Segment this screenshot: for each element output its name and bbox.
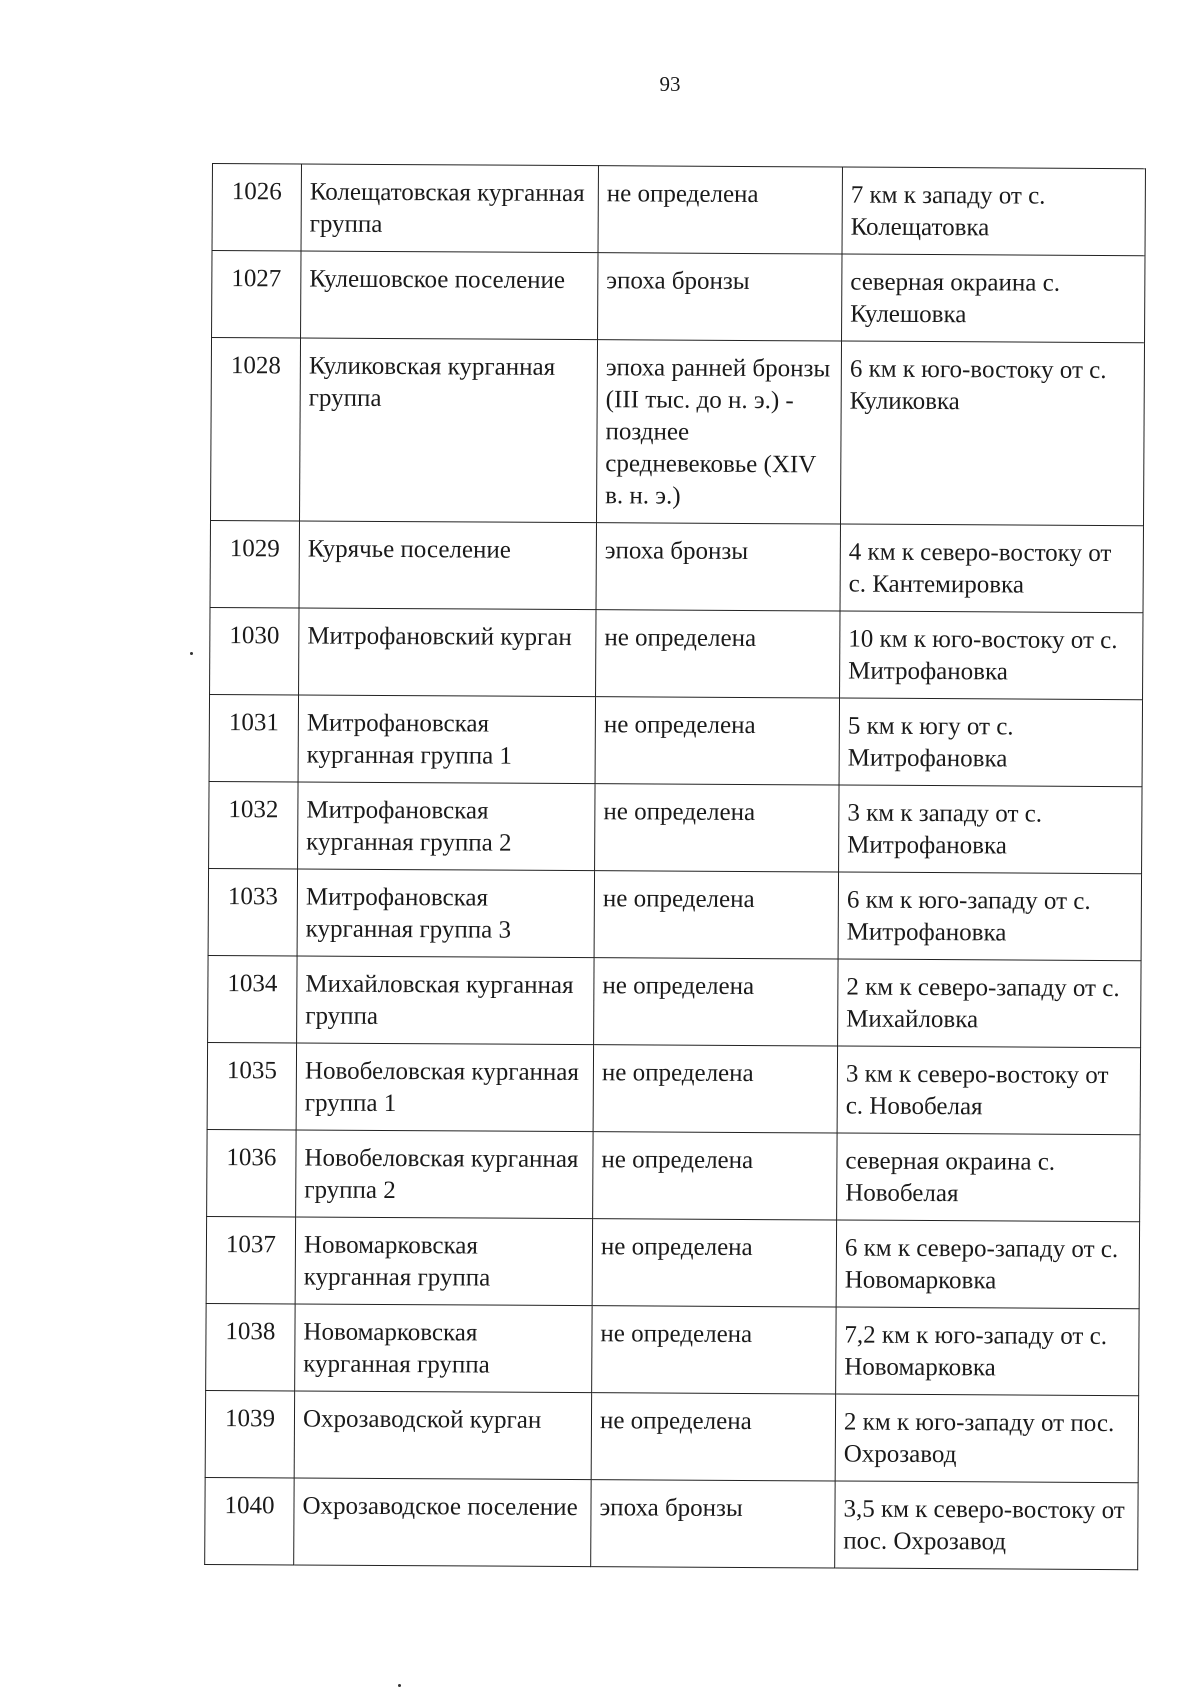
site-epoch: не определена bbox=[598, 166, 842, 254]
table-row bbox=[210, 607, 1143, 699]
table-row bbox=[206, 1216, 1139, 1308]
scan-speck bbox=[190, 652, 193, 655]
site-name: Колещатовская курганная группа bbox=[301, 164, 598, 253]
site-location: 3,5 км к северо-востоку от пос. Охрозавод bbox=[835, 1481, 1138, 1570]
site-epoch: не определена bbox=[594, 958, 838, 1046]
site-epoch: не определена bbox=[592, 1306, 836, 1394]
site-number: 1032 bbox=[209, 781, 298, 868]
table-row bbox=[209, 781, 1142, 873]
site-location: северная окраина с. Кулешовка bbox=[842, 254, 1145, 343]
site-name: Михайловская курганная группа bbox=[297, 956, 594, 1045]
site-number: 1033 bbox=[208, 868, 297, 955]
table-row bbox=[210, 520, 1143, 612]
site-number: 1038 bbox=[206, 1303, 295, 1390]
site-epoch: эпоха ранней бронзы (III тыс. до н. э.) - позднее средневековье (XIV в. н. э.) bbox=[596, 340, 841, 524]
site-location: 6 км к юго-востоку от с. Куликовка bbox=[840, 341, 1144, 526]
site-location: 3 км к западу от с. Митрофановка bbox=[839, 785, 1142, 874]
site-name: Охрозаводской курган bbox=[294, 1391, 591, 1480]
site-location: 3 км к северо-востоку от с. Новобелая bbox=[837, 1046, 1140, 1135]
site-name: Митрофановская курганная группа 3 bbox=[297, 869, 594, 958]
table-row bbox=[206, 1303, 1139, 1395]
site-location: 6 км к юго-западу от с. Митрофановка bbox=[838, 872, 1141, 961]
site-epoch: не определена bbox=[591, 1393, 835, 1481]
site-location: 2 км к северо-западу от с. Михайловка bbox=[838, 959, 1141, 1048]
site-name: Куликовская курганная группа bbox=[300, 338, 598, 523]
table-row bbox=[212, 251, 1145, 343]
site-epoch: не определена bbox=[594, 871, 838, 959]
scan-speck bbox=[398, 1684, 401, 1687]
site-number: 1029 bbox=[210, 520, 299, 607]
site-epoch: не определена bbox=[595, 697, 839, 785]
site-name: Новомарковская курганная группа bbox=[295, 1304, 592, 1393]
site-number: 1040 bbox=[205, 1477, 294, 1564]
site-number: 1039 bbox=[205, 1390, 294, 1477]
site-epoch: не определена bbox=[595, 784, 839, 872]
table-row bbox=[212, 164, 1145, 256]
site-number: 1034 bbox=[208, 955, 297, 1042]
site-name: Митрофановская курганная группа 1 bbox=[298, 695, 595, 784]
site-name: Митрофановская курганная группа 2 bbox=[298, 782, 595, 871]
page-number: 93 bbox=[659, 72, 681, 96]
site-number: 1031 bbox=[209, 694, 298, 781]
site-epoch: не определена bbox=[596, 610, 840, 698]
site-location: 10 км к юго-востоку от с. Митрофановка bbox=[840, 611, 1143, 700]
table-row bbox=[209, 694, 1142, 786]
site-location: северная окраина с. Новобелая bbox=[837, 1133, 1140, 1222]
table-row bbox=[211, 338, 1145, 526]
table-row bbox=[208, 868, 1141, 960]
site-location: 6 км к северо-западу от с. Новомарковка bbox=[836, 1220, 1139, 1309]
site-name: Охрозаводское поселение bbox=[294, 1478, 591, 1567]
heritage-sites-table bbox=[204, 163, 1146, 1570]
site-epoch: эпоха бронзы bbox=[596, 523, 840, 611]
site-epoch: эпоха бронзы bbox=[598, 253, 842, 341]
site-name: Новобеловская курганная группа 2 bbox=[296, 1130, 593, 1219]
site-number: 1036 bbox=[207, 1129, 296, 1216]
table-row bbox=[207, 1042, 1140, 1134]
site-number: 1028 bbox=[211, 338, 301, 521]
site-number: 1037 bbox=[206, 1216, 295, 1303]
site-epoch: не определена bbox=[593, 1045, 837, 1133]
table-row bbox=[205, 1390, 1138, 1482]
site-number: 1026 bbox=[212, 164, 301, 251]
site-name: Новомарковская курганная группа bbox=[295, 1217, 592, 1306]
site-epoch: не определена bbox=[593, 1132, 837, 1220]
site-location: 5 км к югу от с. Митрофановка bbox=[839, 698, 1142, 787]
site-number: 1027 bbox=[212, 251, 301, 338]
site-number: 1035 bbox=[207, 1042, 296, 1129]
site-location: 4 км к северо-востоку от с. Кантемировка bbox=[840, 524, 1143, 613]
table-row bbox=[207, 1129, 1140, 1221]
site-location: 2 км к юго-западу от пос. Охрозавод bbox=[835, 1394, 1138, 1483]
table-row bbox=[208, 955, 1141, 1047]
site-name: Кулешовское поселение bbox=[301, 251, 598, 340]
site-name: Митрофановский курган bbox=[299, 608, 596, 697]
site-epoch: не определена bbox=[592, 1219, 836, 1307]
site-location: 7,2 км к юго-западу от с. Новомарковка bbox=[836, 1307, 1139, 1396]
site-epoch: эпоха бронзы bbox=[591, 1480, 835, 1568]
site-name: Курячье поселение bbox=[299, 521, 596, 610]
site-name: Новобеловская курганная группа 1 bbox=[296, 1043, 593, 1132]
site-location: 7 км к западу от с. Колещатовка bbox=[842, 167, 1145, 256]
site-number: 1030 bbox=[210, 607, 299, 694]
table-row bbox=[205, 1477, 1138, 1569]
